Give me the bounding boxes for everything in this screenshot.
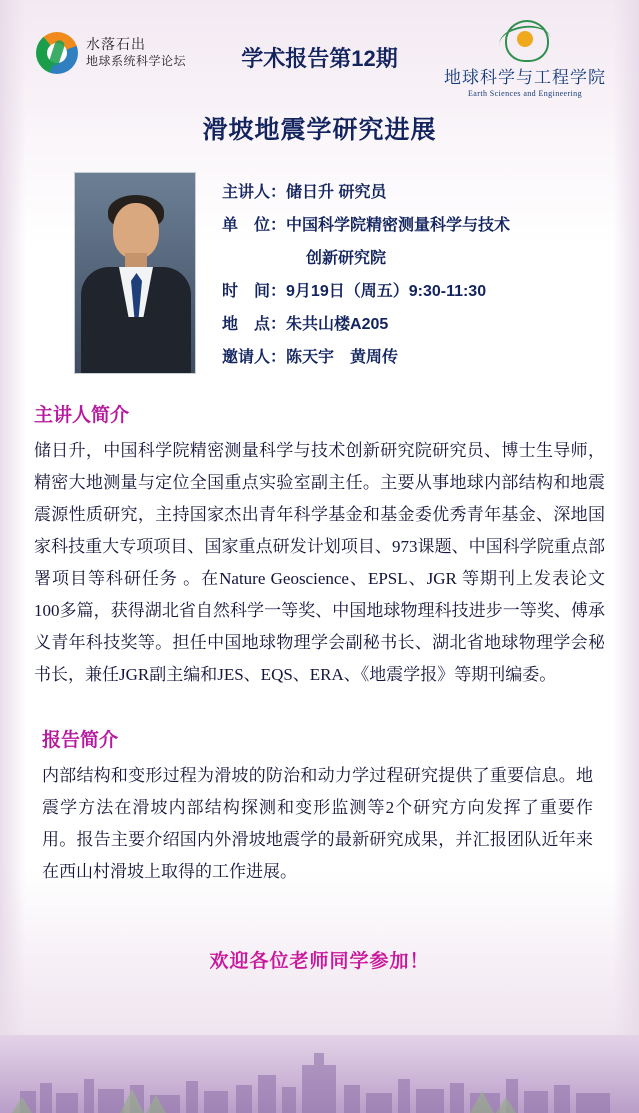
info-row-location [222,308,510,341]
talk-info-list [222,172,510,374]
school-logo [439,18,611,98]
info-label-location: 地 点： [222,316,287,333]
skyline-icon [0,1035,639,1113]
speaker-portrait [74,172,196,374]
info-value-affiliation-cont: 创新研究院 [306,250,387,267]
talk-section [34,725,605,888]
series-title: 学术报告第12期 [241,46,398,71]
info-row-time [222,275,510,308]
info-value-time: 9月19日（周五）9:30-11:30 [286,283,487,300]
school-name-cn: 地球科学与工程学院 [444,68,606,87]
forum-logo-line2: 地球系统科学论坛 [86,54,187,69]
info-value-speaker: 储日升 研究员 [286,184,387,201]
welcome-note: 欢迎各位老师同学参加！ [209,951,430,972]
speaker-section-title: 主讲人简介 [34,405,130,426]
info-row-host [222,341,510,374]
info-row-affiliation [222,209,510,242]
talk-section-title: 报告简介 [42,730,119,751]
talk-abstract-text: 内部结构和变形过程为滑坡的防治和动力学过程研究提供了重要信息。地震学方法在滑坡内部结构探测和变形监测等2个研究方向发挥了重要作用。报告主要介绍国内外滑坡地震学的最新研究成果，并汇报团队近年来在西山村滑坡上取得的工作进展。 [42,766,593,881]
poster-header [0,0,639,96]
info-value-host: 陈天宇 黄周传 [286,349,399,366]
info-row-affiliation-cont [222,242,510,275]
school-name-en: Earth Sciences and Engineering [468,89,582,98]
info-label-affiliation: 单 位： [222,217,287,234]
info-label-speaker: 主讲人： [222,184,287,201]
forum-logo-line1: 水落石出 [86,37,146,53]
info-row-speaker [222,176,510,209]
info-label-host: 邀请人： [222,349,287,366]
footer-skyline [0,1035,639,1113]
info-value-affiliation: 中国科学院精密测量科学与技术 [286,217,511,234]
page-title: 滑坡地震学研究进展 [202,116,437,144]
speaker-section [34,400,605,691]
speaker-bio-text: 储日升，中国科学院精密测量科学与技术创新研究院研究员、博士生导师，精密大地测量与定位全国重点实验室副主任。主要从事地球内部结构和地震震源性质研究，主持国家杰出青年科学基金和基金委优秀青年基金、深地国家科技重大专项项目、国家重点研发计划项目、973课题、中国科学院重点部署项目等科研任务 。在Nature Geoscience、EPSL、JGR 等期刊上发表论文100多篇，获得湖北省自然科学一等奖、中国地球物理科技进步一等奖、傅承义青年科技奖等。担任中国地球物理学会副秘书长、湖北省地球物理学会秘书长，兼任JGR副主编和JES、EQS、ERA、《地震学报》等期刊编委。 [34,441,605,684]
info-label-time: 时 间： [222,283,287,300]
info-value-location: 朱共山楼A205 [286,316,389,333]
school-seal-icon [497,18,553,62]
talk-info-block [0,172,639,374]
